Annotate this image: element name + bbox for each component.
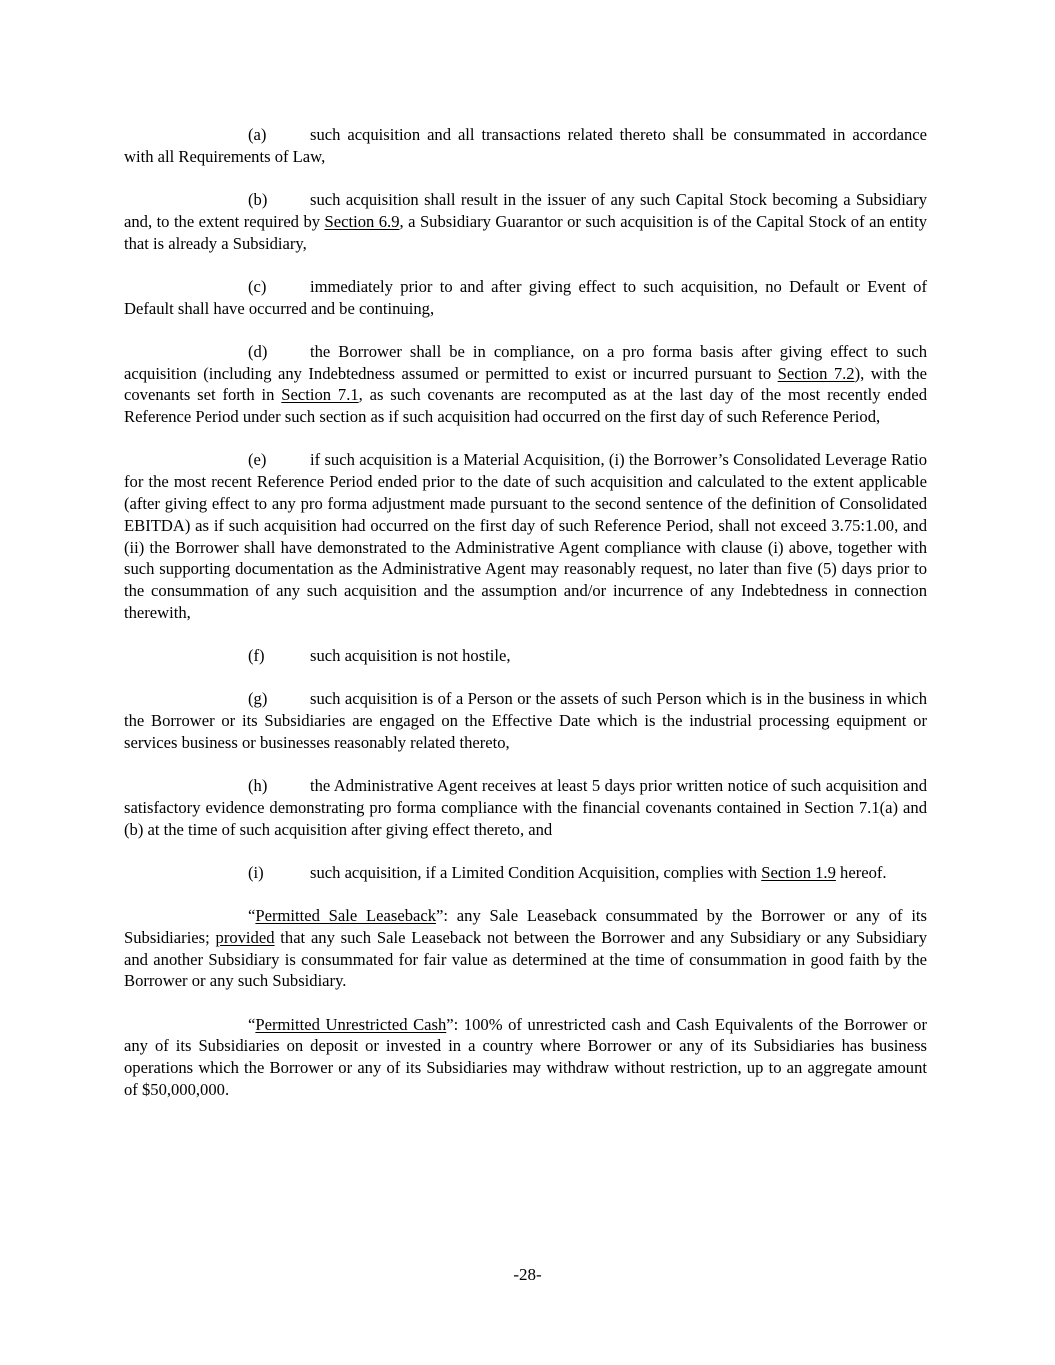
page-number: -28- (513, 1265, 542, 1284)
clause-text: such acquisition is of a Person or the assets of such Person which is in the business in which the Borrower or its Subsidiaries are engaged on the Effective Date which is the industrial processing equipment or services business or businesses reasonably related thereto, (124, 689, 927, 752)
section-reference-link[interactable]: Section 7.1 (281, 385, 359, 405)
open-quote: “ (248, 906, 256, 926)
clause-text: such acquisition shall result in the issuer of any such Capital Stock becoming a Subsidiary and, to the extent required by (124, 189, 927, 231)
defined-term: Permitted Unrestricted Cash (255, 1014, 447, 1034)
clause-text: ), with the covenants set forth in (124, 363, 927, 405)
clause-text: such acquisition is not hostile, (310, 646, 511, 666)
clause-i (124, 862, 927, 884)
definition-text: that any such Sale Leaseback not between the Borrower and any Subsidiary or any Subsidiary and another Subsidiary is consummated for fair value as determined at the time of consummation in good faith by the Borrower or any such Subsidiary. (124, 927, 927, 991)
open-quote: “ (248, 1014, 256, 1034)
clause-g (124, 688, 927, 753)
clause-text: immediately prior to and after giving effect to such acquisition, no Default or Event of Default shall have occurred and be continuing, (124, 276, 927, 318)
document-body (124, 124, 927, 1101)
clause-text: , a Subsidiary Guarantor or such acquisition is of the Capital Stock of an entity that is already a Subsidiary, (124, 211, 927, 253)
term-close: ”: (446, 1014, 464, 1034)
clause-text: if such acquisition is a Material Acquisition, (i) the Borrower’s Consolidated Leverage Ratio for the most recent Reference Period ended prior to the date of such acquisition and calculated to the extent applicable (after giving effect to any pro forma adjustment made pursuant to the second sentence of the definition of Consolidated EBITDA) as if such acquisition had occurred on the first day of such Reference Period, shall not exceed 3.75:1.00, and (ii) the Borrower shall have demonstrated to the Administrative Agent compliance with clause (i) above, together with such supporting documentation as the Administrative Agent may reasonably request, no later than five (5) days prior to the consummation of any such acquisition and the assumption and/or incurrence of any Indebtedness in connection therewith, (124, 450, 927, 622)
clause-a (124, 124, 927, 168)
clause-text: , as such covenants are recomputed as at the last day of the most recently ended Reference Period under such section as if such acquisition had occurred on the first day of such Reference Period, (124, 385, 927, 427)
term-close: ”: (436, 906, 457, 926)
clause-f (124, 645, 927, 667)
clause-e (124, 449, 927, 623)
clause-text: hereof. (835, 862, 887, 882)
provided-keyword: provided (215, 927, 275, 947)
clause-label: (d) (248, 341, 268, 361)
definition-permitted-sale-leaseback (124, 905, 927, 992)
clause-label: (c) (248, 276, 267, 296)
clause-text: the Borrower shall be in compliance, on a pro forma basis after giving effect to such acquisition (including any Indebtedness assumed or permitted to exist or incurred pursuant to (124, 341, 927, 383)
defined-term: Permitted Sale Leaseback (255, 906, 437, 926)
clause-label: (a) (248, 125, 267, 144)
clause-label: (g) (248, 689, 268, 709)
clause-text: such acquisition, if a Limited Condition Acquisition, complies with (310, 862, 762, 882)
clause-label: (b) (248, 189, 268, 209)
section-reference-link[interactable]: Section 6.9 (324, 211, 400, 231)
clause-text: the Administrative Agent receives at least 5 days prior written notice of such acquisition and satisfactory evidence demonstrating pro forma compliance with the financial covenants contained in Section 7.1(a) and (b) at the time of such acquisition after giving effect thereto, and (124, 776, 927, 839)
definition-text: any Sale Leaseback consummated by the Borrower or any of its Subsidiaries; (124, 906, 927, 947)
section-reference-link[interactable]: Section 1.9 (761, 862, 836, 882)
clause-label: (f) (248, 646, 265, 666)
clause-h (124, 775, 927, 840)
clause-b (124, 189, 927, 254)
clause-label: (h) (248, 776, 268, 796)
definition-permitted-unrestricted-cash (124, 1014, 927, 1101)
section-reference-link[interactable]: Section 7.2 (777, 363, 855, 383)
clause-label: (i) (248, 862, 264, 882)
clause-label: (e) (248, 450, 267, 470)
clause-d (124, 341, 927, 428)
clause-text: such acquisition and all transactions related thereto shall be consummated in accordance with all Requirements of Law, (124, 125, 927, 166)
definition-text: 100% of unrestricted cash and Cash Equivalents of the Borrower or any of its Subsidiaries on deposit or invested in a country where Borrower or any of its Subsidiaries has business operations which the Borrower or any of its Subsidiaries may withdraw without restriction, up to an aggregate amount of $50,000,000. (124, 1014, 927, 1099)
clause-c (124, 276, 927, 320)
